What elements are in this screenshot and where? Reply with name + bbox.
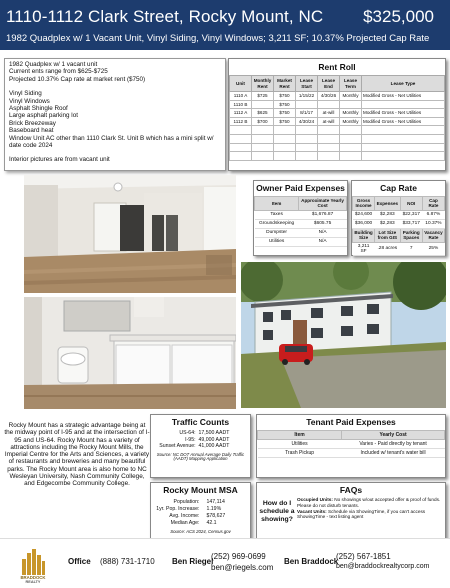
table-row: Dumpster N/A <box>255 228 347 237</box>
agent2-email[interactable]: ben@braddockrealtycorp.com <box>336 563 430 570</box>
column-header: Vacancy Rate <box>424 229 443 241</box>
faqs-panel <box>256 482 446 540</box>
faqs-title: FAQs <box>339 485 363 495</box>
empty-row <box>230 134 445 143</box>
table-row: $36,000 $2,283 $33,717 10.37% <box>353 219 445 228</box>
table-row: 3,211 SF .28 acres 7 25% <box>353 242 445 255</box>
bathroom-photo <box>24 297 236 409</box>
column-header: Expenses <box>375 197 400 211</box>
column-header: Market Rent <box>274 76 296 92</box>
tenant-expenses-panel <box>256 414 446 478</box>
agent2-phone[interactable]: (252) 567-1851 <box>336 552 391 561</box>
column-header: Parking Spaces <box>400 228 422 242</box>
description-line: Projected 10.37% Cap rate at market rent ($750) <box>9 75 146 83</box>
table-row: 1110 B $750 <box>230 100 445 109</box>
column-header: Building Size <box>354 229 373 241</box>
faq-answer: Occupied Units: No showings w/out accepted offer & proof of funds. Please do not disturb tenants. Vacant Units: Schedule via ShowingTime, if you can't access ShowingTime - text listing agent <box>297 497 441 520</box>
empty-row <box>230 143 445 152</box>
listing-subtitle: 1982 Quadplex w/ 1 Vacant Unit, Vinyl Siding, Vinyl Windows; 3,211 SF; 10.37% Projected Cap Rate <box>6 33 430 44</box>
column-header: NOI <box>400 197 422 211</box>
column-header: Approximate Yearly Cost <box>299 197 347 211</box>
description-line: Large asphalt parking lot <box>9 112 78 120</box>
office-label: Office <box>68 557 91 566</box>
listing-title: 1110-1112 Clark Street, Rocky Mount, NC <box>6 7 324 26</box>
rent-roll-header-row <box>230 76 445 92</box>
rent-roll-table <box>229 75 445 161</box>
msa-source: Source: ACS 2024, Census.gov <box>170 529 231 534</box>
listing-price: $325,000 <box>363 7 434 26</box>
table-row: 1112 B $700 $750 4/30/24 at-will Monthly Modified Gross - Net Utilities <box>230 117 445 126</box>
table-row: $24,600 $2,283 $22,317 6.87% <box>353 210 445 219</box>
tenant-expenses-title: Tenant Paid Expenses <box>306 417 396 427</box>
msa-row: Median Age: 42.1 <box>170 520 217 526</box>
traffic-row: Sunset Avenue: 41,000 AADT <box>159 443 230 450</box>
traffic-counts-panel <box>150 414 251 478</box>
description-line: 1982 Quadplex w/ 1 vacant unit <box>9 61 98 68</box>
agent2-name: Ben Braddock <box>284 557 339 566</box>
description-line: Current ents range from $625-$725 <box>9 68 108 76</box>
table-row: Taxes $1,676.87 <box>255 210 347 219</box>
column-header: Lease End <box>318 76 340 92</box>
description-line: Baseboard heat <box>9 127 54 135</box>
traffic-source: Source: NC DOT Annual Average Daily Traffic (AADT) Mapping Application <box>156 451 245 462</box>
table-row: 1110 A $725 $750 1/15/22 4/30/26 Monthly Modified Gross - Net Utilities <box>230 92 445 101</box>
empty-row <box>230 152 445 161</box>
table-row: Groundskeeping $605.75 <box>255 219 347 228</box>
faq-question: How do I schedule a showing? <box>259 500 295 523</box>
table-row: Utilities N/A <box>255 237 347 246</box>
contact-footer <box>0 538 450 588</box>
column-header: Yearly Cost <box>342 431 445 440</box>
owner-expenses-title: Owner Paid Expenses <box>256 183 345 193</box>
traffic-counts-title: Traffic Counts <box>171 417 230 427</box>
column-header: Lease Type <box>362 76 445 92</box>
empty-row <box>230 126 445 135</box>
description-line: Brick Breezeway <box>9 119 56 127</box>
column-header: Item <box>255 197 299 211</box>
traffic-row: I-95: 49,000 AADT <box>185 436 230 443</box>
column-header: Item <box>258 431 342 440</box>
description-line: Window Unit AC other than 1110 Clark St. Unit B which has a mini split w/ date code 2024 <box>9 134 214 150</box>
msa-title: Rocky Mount MSA <box>163 485 238 495</box>
cap-rate-table <box>352 196 445 256</box>
description-line: Vinyl Windows <box>9 97 50 105</box>
traffic-row: US-64: 17,500 AADT <box>179 430 230 436</box>
column-header: Lot Size from GIS <box>375 228 400 242</box>
rent-roll-title: Rent Roll <box>318 62 356 72</box>
cap-rate-title: Cap Rate <box>380 183 417 193</box>
description-note: Interior pictures are from vacant unit <box>9 156 110 164</box>
owner-expenses-table <box>254 196 347 247</box>
column-header: Monthly Rent <box>252 76 274 92</box>
description-line: Vinyl Siding <box>9 90 42 98</box>
location-description: Rocky Mount has a strategic advantage being at the midway point of I-95 and at the intersection of I-95 and US-64. Rocky Mount has a variety of attractions including the Rocky Mount Mills, the Imperial Centre for the Arts and Sciences, a variety of restaurants and breweries and many beautiful parks. The Rocky Mount area is also home to NC Wesleyan University, Nash Community College, and Edgecombe Community College. <box>4 422 150 488</box>
agent1-phone[interactable]: (252) 969-0699 <box>211 552 266 561</box>
msa-row: Population: 147,114 <box>173 499 225 505</box>
column-header: Lease Start <box>296 76 318 92</box>
description-line: Asphalt Shingle Roof <box>9 105 68 113</box>
rent-roll-panel <box>228 58 446 171</box>
column-header: Unit <box>230 76 252 92</box>
column-header: Cap Rate <box>422 197 444 211</box>
property-description <box>4 58 226 171</box>
msa-row: 1yr. Pop. Increase: 1.19% <box>156 506 222 512</box>
owner-expenses-panel <box>253 180 348 256</box>
table-row: Utilities Varies - Paid directly by tenant <box>258 440 445 449</box>
msa-row: Avg. Income: $78,627 <box>169 513 226 519</box>
exterior-photo <box>241 262 446 408</box>
cap-rate-panel <box>351 180 446 256</box>
brand-name: BRADDOCK REALTY <box>20 575 46 584</box>
table-row: Trash Pickup Included w/ tenant's water bill <box>258 449 445 458</box>
living-room-photo <box>24 175 236 293</box>
column-header: Gross Income <box>353 197 375 211</box>
listing-header <box>0 0 450 50</box>
table-row: 1112 A $625 $750 8/1/17 at-will Monthly Modified Gross - Net Utilities <box>230 109 445 118</box>
tenant-expenses-table <box>257 430 445 458</box>
column-header: Lease Term <box>340 76 362 92</box>
agent1-name: Ben Riegel <box>172 557 214 566</box>
agent1-email[interactable]: ben@riegels.com <box>211 563 274 572</box>
office-phone[interactable]: (888) 731-1710 <box>100 557 155 566</box>
